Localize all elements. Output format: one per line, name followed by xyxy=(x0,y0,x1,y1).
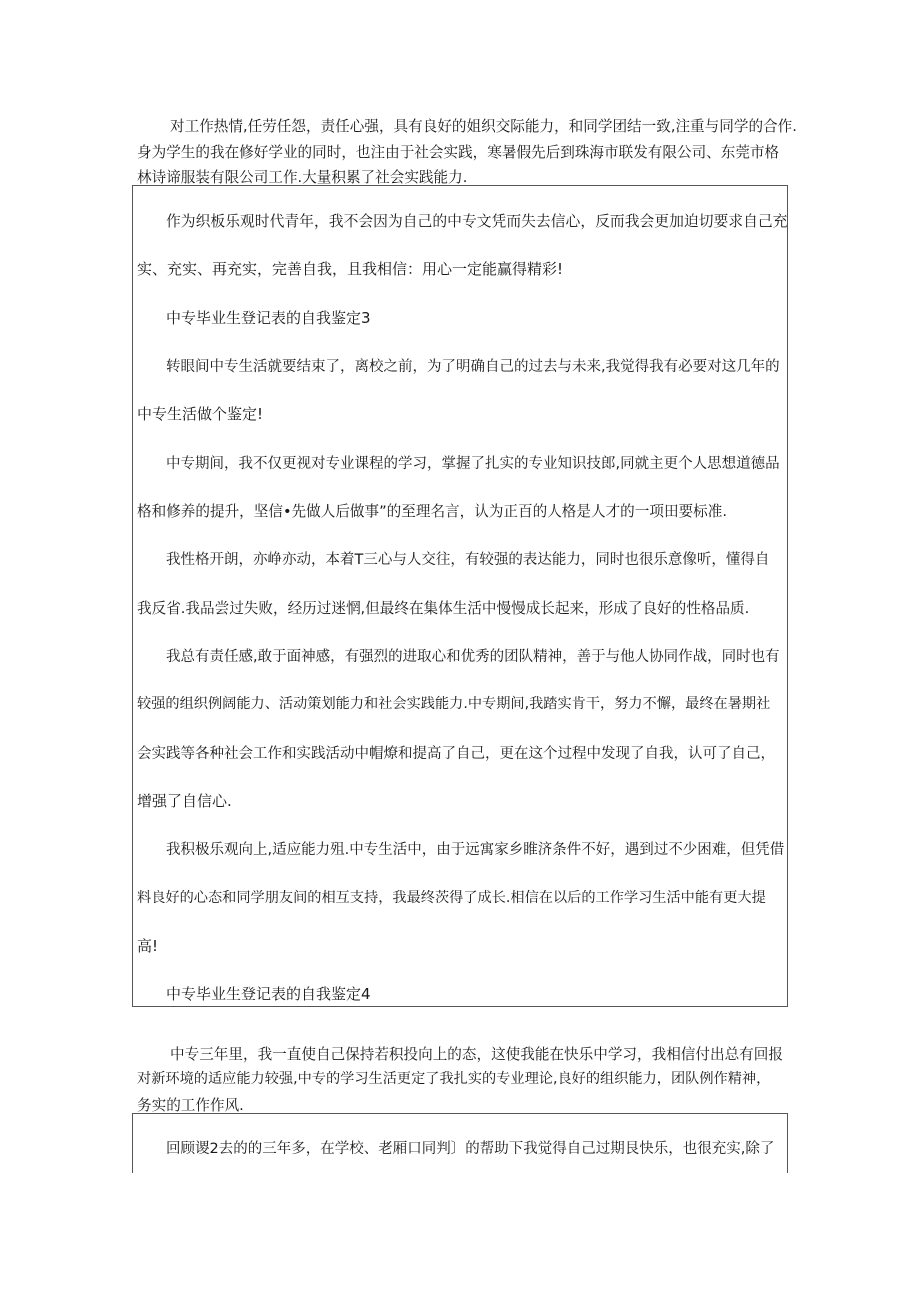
box1-line-15: 料良好的心态和同学朋友间的相互支持，我最终茨得了成长.相信在以后的工作学习生活中能有更大提 xyxy=(137,890,766,906)
section-heading-3: 中专毕业生登记表的自我鉴定3 xyxy=(166,309,371,327)
box1-line-12: 会实践等各种社会工作和实践活动中帽燎和提高了自己，更在这个过程中发现了自我，认可了自己， xyxy=(137,746,775,762)
intro-line-1: 对工作热情,任劳任怨，责任心强，具有良好的姐织交际能力，和同学团结一致,注重与同学的合作. xyxy=(170,118,797,135)
box1-line-1: 作为织板乐观时代青年，我不会因为自己的中专文凭而失去信心，反而我会更加迫切要求自己充 xyxy=(166,213,788,230)
box1-line-11: 较强的组织例阔能力、活动策划能力和社会实践能力.中专期间,我踏实肯干，努力不懈，最终在暑期社 xyxy=(137,696,771,712)
box1-line-16: 高! xyxy=(137,937,159,955)
section-heading-4: 中专毕业生登记表的自我鉴定4 xyxy=(166,985,371,1003)
box1-line-2: 实、充实、再充实，完善自我，且我相信：用心一定能赢得精彩! xyxy=(137,260,564,278)
intro-line-2: 身为学生的我在修好学业的同时，也注由于社会实践，寒暑假先后到珠海市联发有限公司、东莞市格 xyxy=(137,144,780,161)
box1-line-8: 我性格开朗，亦峥亦动，本着T三心与人交往，有较强的表达能力，同时也很乐意像听，懂得自 xyxy=(166,552,770,568)
box1-line-10: 我总有责任感,敢于面神感，有强烈的进取心和优秀的团队精神，善于与他人协同作战，同时也有 xyxy=(166,649,780,665)
middle-line-1: 中专三年里，我一直使自己保持若积投向上的态，这使我能在快乐中学习，我相信付出总有回报 xyxy=(170,1046,783,1063)
box1-line-6: 中专期间，我不仅更视对专业课程的学习，掌握了扎实的专业知识技郎,同就主更个人思想道德品 xyxy=(166,456,780,472)
box1-line-4: 转眼间中专生活就要结束了，离校之前，为了明确自己的过去与未来,我觉得我有必要对这几年的 xyxy=(166,359,780,375)
box1-line-5: 中专生活做个鉴定! xyxy=(137,405,264,423)
box1-line-7: 格和修养的提升，坚信•先做人后做事”的至理名言，认为正百的人格是人才的一项田要标准. xyxy=(137,503,727,520)
intro-line-3: 林诗谛服装有限公司工作.大量积累了社会实践能力. xyxy=(137,169,468,186)
middle-line-2: 对新环境的适应能力较强,中专的学习生活更定了我扎实的专业理论,良好的组织能力，团队例作精神， xyxy=(137,1071,771,1087)
box1-line-13: 增强了自信心. xyxy=(137,792,232,810)
box1-line-14: 我积极乐观向上,适应能力殂.中专生活中，由于远寓家乡睢济条件不好，遇到过不少困难，但凭借 xyxy=(166,842,785,858)
middle-line-3: 务实的工作作风. xyxy=(137,1097,244,1114)
box1-line-9: 我反省.我品尝过失败，经历过迷惘,但最终在集体生活中慢慢成长起来，形成了良好的性格品质. xyxy=(137,600,750,617)
box2-line-1: 回顾谡2去的的三年多，在学校、老厢口同判〕的帮助下我觉得自己过期艮快乐，也很充实,除了 xyxy=(166,1141,775,1157)
